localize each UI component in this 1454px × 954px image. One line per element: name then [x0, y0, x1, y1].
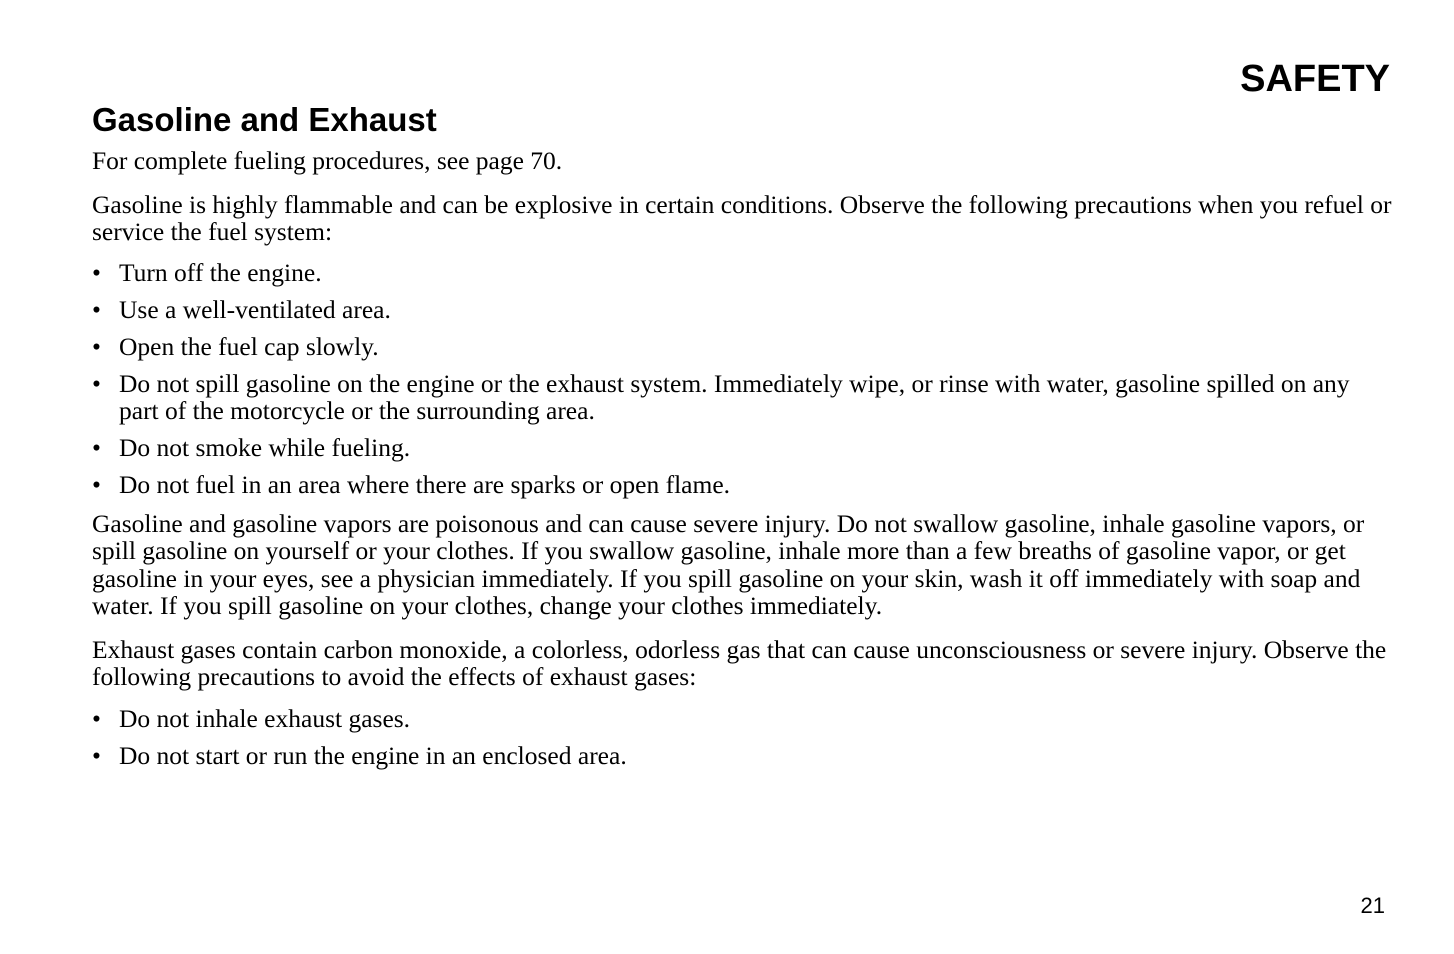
- list-item-text: Turn off the engine.: [119, 257, 322, 287]
- page-number: 21: [1360, 893, 1385, 918]
- bullet-icon: •: [92, 433, 101, 462]
- bullet-icon: •: [92, 703, 101, 733]
- bullet-icon: •: [92, 368, 101, 398]
- list-item-text: Do not inhale exhaust gases.: [119, 703, 411, 733]
- bullet-icon: •: [92, 294, 101, 324]
- list-item: [92, 742, 1392, 770]
- list-item-text: Do not fuel in an area where there are sparks or open flame.: [119, 470, 731, 499]
- exhaust-precautions-list: [92, 705, 1392, 770]
- bullet-icon: •: [92, 331, 101, 361]
- fuel-precautions-list: [92, 259, 1392, 499]
- list-item: [92, 434, 1392, 462]
- gasoline-warning-paragraph: Gasoline is highly flammable and can be explosive in certain conditions. Observe the following precautions when you refuel or service the fuel system:: [92, 189, 1392, 246]
- list-item-text: Do not smoke while fueling.: [119, 433, 411, 462]
- list-item: [92, 333, 1392, 361]
- page-title: Gasoline and Exhaust: [92, 101, 437, 138]
- list-item: [92, 370, 1392, 425]
- list-item-text: Open the fuel cap slowly.: [119, 331, 379, 361]
- list-item: [92, 259, 1392, 287]
- list-item-text: Do not start or run the engine in an enclosed area.: [119, 740, 627, 770]
- exhaust-warning-paragraph: Exhaust gases contain carbon monoxide, a colorless, odorless gas that can cause unconsciousness or severe injury. Observe the following precautions to avoid the effects of exhaust gases:: [92, 634, 1387, 691]
- section-header: SAFETY: [1240, 58, 1390, 100]
- intro-paragraph: For complete fueling procedures, see page 70.: [92, 146, 563, 175]
- list-item-text: Use a well-ventilated area.: [119, 294, 391, 324]
- page-content: [92, 100, 1392, 769]
- bullet-icon: •: [92, 257, 101, 287]
- bullet-icon: •: [92, 740, 101, 770]
- list-item-text: Do not spill gasoline on the engine or the exhaust system. Immediately wipe, or rinse with water, gasoline spilled on any part of the motorcycle or the surrounding area.: [119, 368, 1350, 425]
- bullet-icon: •: [92, 470, 101, 499]
- list-item: [92, 471, 1392, 499]
- list-item: [92, 705, 1392, 733]
- list-item: [92, 296, 1392, 324]
- poison-warning-paragraph: Gasoline and gasoline vapors are poisonous and can cause severe injury. Do not swallow gasoline, inhale gasoline vapors, or spill gasoline on yourself or your clothes. If you swallow gasoline, inhale more than a few breaths of gasoline vapor, or get gasoline in your eyes, see a physician immediately. If you spill gasoline on your skin, wash it off immediately with soap and water. If you spill gasoline on your clothes, change your clothes immediately.: [92, 508, 1365, 620]
